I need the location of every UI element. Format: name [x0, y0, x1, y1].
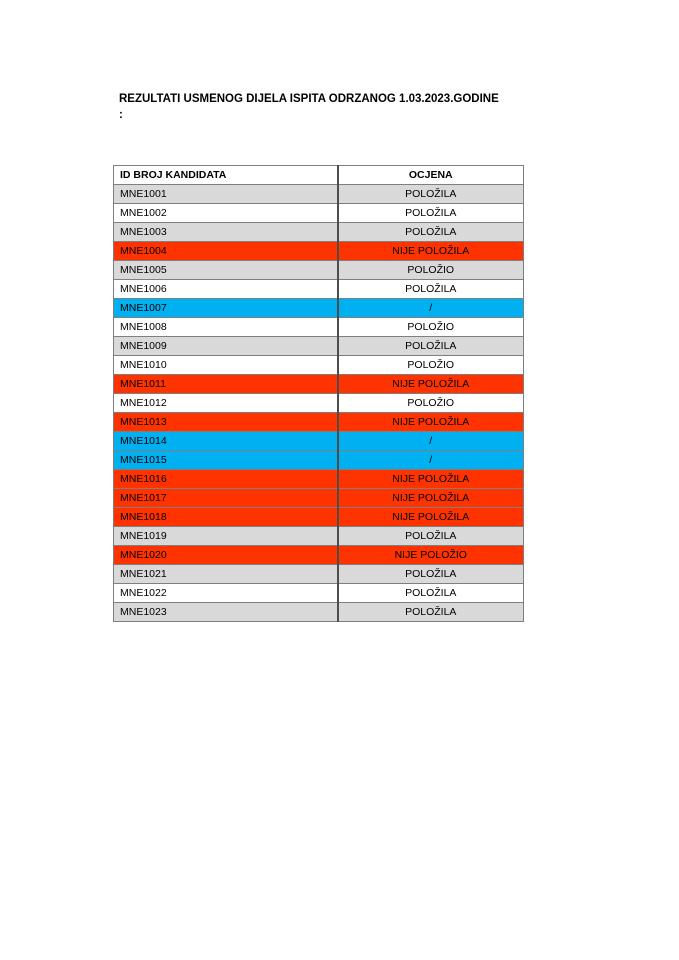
grade-cell: POLOŽIO	[338, 261, 524, 280]
candidate-id-cell: MNE1017	[114, 489, 338, 508]
results-table-body	[114, 185, 524, 622]
grade-cell: /	[338, 451, 524, 470]
table-row	[114, 261, 524, 280]
grade-cell: /	[338, 432, 524, 451]
table-row	[114, 299, 524, 318]
document-title	[119, 91, 549, 123]
table-row	[114, 546, 524, 565]
grade-cell: POLOŽILA	[338, 565, 524, 584]
grade-cell: NIJE POLOŽILA	[338, 413, 524, 432]
table-row	[114, 356, 524, 375]
candidate-id-cell: MNE1007	[114, 299, 338, 318]
table-row	[114, 413, 524, 432]
grade-cell: POLOŽILA	[338, 185, 524, 204]
table-row	[114, 508, 524, 527]
table-row	[114, 375, 524, 394]
grade-cell: POLOŽILA	[338, 584, 524, 603]
candidate-id-cell: MNE1021	[114, 565, 338, 584]
table-header-row	[114, 166, 524, 185]
candidate-id-cell: MNE1012	[114, 394, 338, 413]
grade-cell: NIJE POLOŽILA	[338, 375, 524, 394]
grade-cell: POLOŽILA	[338, 223, 524, 242]
results-table	[113, 165, 524, 622]
candidate-id-cell: MNE1006	[114, 280, 338, 299]
table-row	[114, 470, 524, 489]
table-row	[114, 337, 524, 356]
grade-cell: NIJE POLOŽILA	[338, 508, 524, 527]
candidate-id-cell: MNE1010	[114, 356, 338, 375]
candidate-id-cell: MNE1005	[114, 261, 338, 280]
column-header-id: ID BROJ KANDIDATA	[114, 166, 338, 185]
candidate-id-cell: MNE1001	[114, 185, 338, 204]
grade-cell: NIJE POLOŽILA	[338, 242, 524, 261]
candidate-id-cell: MNE1016	[114, 470, 338, 489]
candidate-id-cell: MNE1003	[114, 223, 338, 242]
candidate-id-cell: MNE1015	[114, 451, 338, 470]
grade-cell: /	[338, 299, 524, 318]
document-title-line2: :	[119, 109, 123, 121]
grade-cell: POLOŽILA	[338, 280, 524, 299]
table-row	[114, 223, 524, 242]
table-row	[114, 584, 524, 603]
table-row	[114, 565, 524, 584]
table-row	[114, 489, 524, 508]
document-title-line1: REZULTATI USMENOG DIJELA ISPITA ODRZANOG 1.03.2023.GODINE	[119, 93, 499, 105]
grade-cell: POLOŽIO	[338, 394, 524, 413]
table-row	[114, 527, 524, 546]
table-row	[114, 394, 524, 413]
table-row	[114, 318, 524, 337]
grade-cell: NIJE POLOŽIO	[338, 546, 524, 565]
candidate-id-cell: MNE1013	[114, 413, 338, 432]
table-row	[114, 451, 524, 470]
grade-cell: POLOŽIO	[338, 356, 524, 375]
candidate-id-cell: MNE1002	[114, 204, 338, 223]
candidate-id-cell: MNE1008	[114, 318, 338, 337]
table-row	[114, 432, 524, 451]
candidate-id-cell: MNE1019	[114, 527, 338, 546]
table-row	[114, 603, 524, 622]
grade-cell: NIJE POLOŽILA	[338, 489, 524, 508]
table-row	[114, 185, 524, 204]
table-row	[114, 242, 524, 261]
candidate-id-cell: MNE1022	[114, 584, 338, 603]
grade-cell: POLOŽILA	[338, 204, 524, 223]
grade-cell: POLOŽIO	[338, 318, 524, 337]
grade-cell: POLOŽILA	[338, 337, 524, 356]
candidate-id-cell: MNE1014	[114, 432, 338, 451]
column-header-grade: OCJENA	[338, 166, 524, 185]
candidate-id-cell: MNE1009	[114, 337, 338, 356]
candidate-id-cell: MNE1018	[114, 508, 338, 527]
table-row	[114, 204, 524, 223]
grade-cell: POLOŽILA	[338, 527, 524, 546]
candidate-id-cell: MNE1020	[114, 546, 338, 565]
grade-cell: POLOŽILA	[338, 603, 524, 622]
candidate-id-cell: MNE1004	[114, 242, 338, 261]
grade-cell: NIJE POLOŽILA	[338, 470, 524, 489]
candidate-id-cell: MNE1011	[114, 375, 338, 394]
table-row	[114, 280, 524, 299]
candidate-id-cell: MNE1023	[114, 603, 338, 622]
